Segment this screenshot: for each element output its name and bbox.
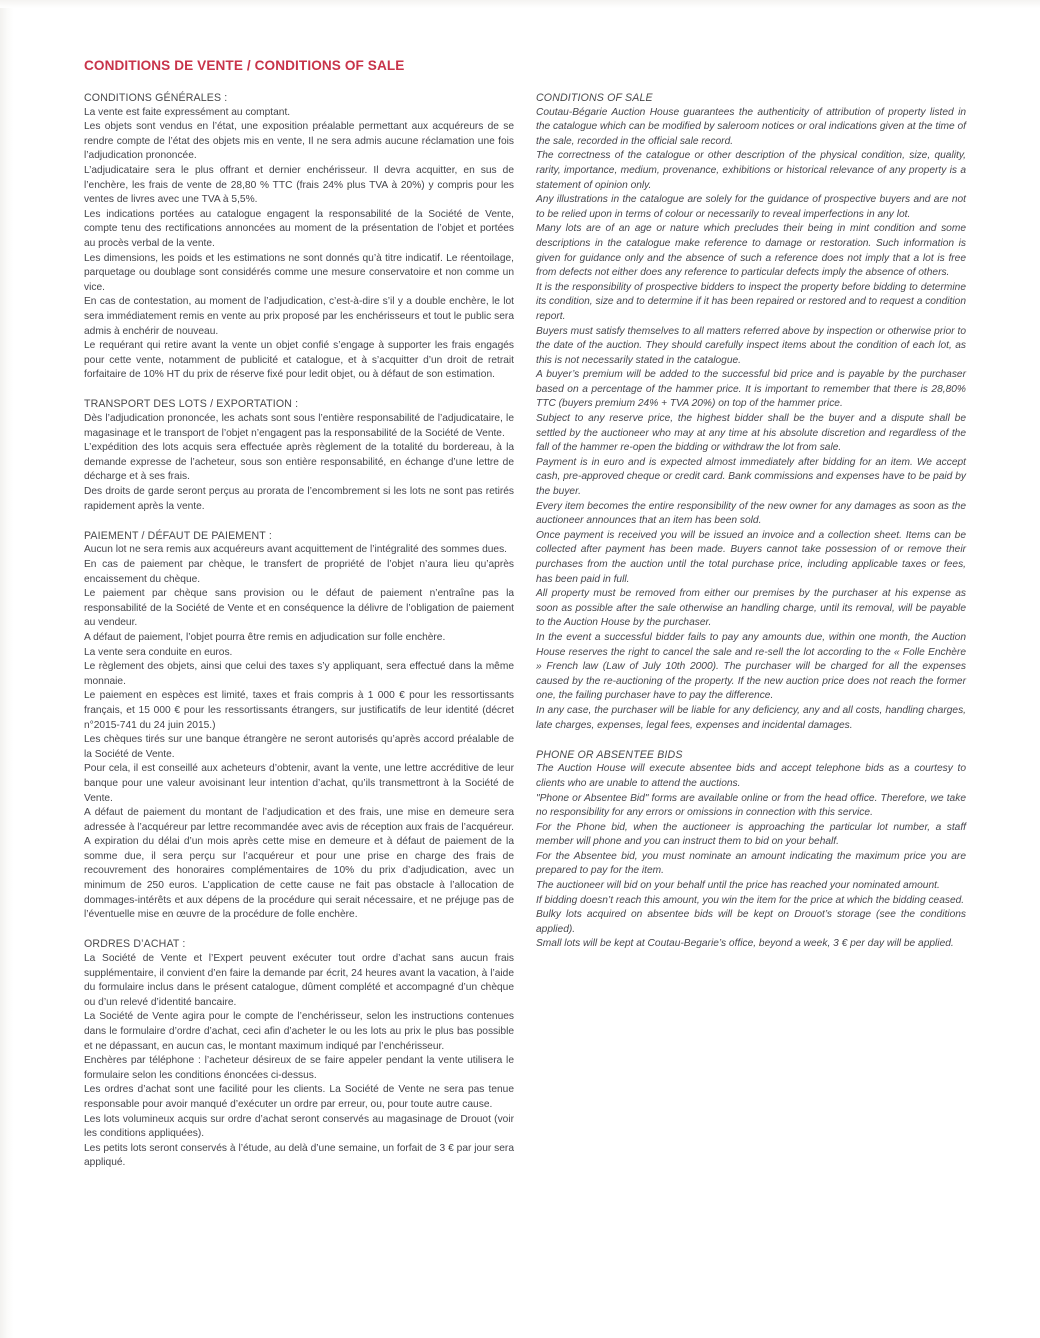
- paragraph: A buyer’s premium will be added to the successful bid price and is payable by the purchaser based on a percentage of the hammer price. It is important to remember that there is 28,80% TTC (buyers premium 24% + TVA 20%) on top of the hammer price.: [536, 369, 966, 410]
- paragraph: A défaut de paiement, l’objet pourra être remis en adjudication sur folle enchère.: [84, 631, 446, 643]
- section-heading: TRANSPORT DES LOTS / EXPORTATION :: [84, 398, 299, 411]
- paragraph: Les objets sont vendus en l’état, une exposition préalable permettant aux acquéreurs de se rendre compte de l’état des objets mis en vente, Il ne sera admis aucune réclamation une fois l’adjudication prononcée.: [84, 121, 514, 162]
- paragraph: Les chèques tirés sur une banque étrangère ne seront autorisés qu’après accord préalable de la Société de Vente.: [84, 734, 514, 760]
- paragraph: Small lots will be kept at Coutau-Begarie’s office, beyond a week, 3 € per day will be applied.: [536, 938, 954, 950]
- paragraph: The Auction House will execute absentee bids and accept telephone bids as a courtesy to clients who are unable to attend the auctions.: [536, 763, 966, 789]
- paragraph: Les petits lots seront conservés à l’étude, au delà d’une semaine, un forfait de 3 € par jour sera appliqué.: [84, 1142, 514, 1169]
- paragraph: La vente sera conduite en euros.: [84, 646, 233, 658]
- paragraph: For the Absentee bid, you must nominate an amount indicating the maximum price you are prepared to pay for the item.: [536, 850, 966, 877]
- paragraph: Buyers must satisfy themselves to all matters referred above by inspection or otherwise prior to the date of the auction. They should carefully inspect items about the condition of each lot, as this is not necessarily stated in the catalogue.: [536, 325, 966, 366]
- section-heading: CONDITIONS OF SALE: [536, 92, 653, 104]
- column-english: [536, 91, 966, 952]
- paragraph: Once payment is received you will be issued an invoice and a collection sheet. Items can be collected after payment has been made. Buyers cannot take possession of or remove their purchases from the auction until the total purchase price, including applicable taxes or fees, has been paid in full.: [536, 529, 966, 585]
- paragraph: In the event a successful bidder fails to pay any amounts due, within one month, the Auction House reserves the right to cancel the sale and re-sell the lot according to the « Folle Enchère » French law (Law of July 10th 2000). The purchaser will be charged for all the expenses caused by the re-auctioning of the property. If the new auction price does not reach the former one, the failing purchaser have to pay the difference.: [536, 631, 966, 702]
- section-spacer: [84, 514, 514, 529]
- paragraph: Coutau-Bégarie Auction House guarantees the authenticity of attribution of property listed in the catalogue which can be modified by saleroom notices or oral indications given at the time of the sale, recorded in the official sale record.: [536, 106, 966, 147]
- paragraph: It is the responsibility of prospective bidders to inspect the property before bidding to determine its condition, size and to determine if it has been repaired or restored and to request a condition report.: [536, 281, 966, 322]
- column-french: [84, 91, 514, 1171]
- paragraph: Les indications portées au catalogue engagent la responsabilité de la Société de Vente, compte tenu des rectifications annoncées au moment de la présentation de l’objet et portées au procès verbal de la vente.: [84, 208, 514, 249]
- paragraph: Le paiement en espèces est limité, taxes et frais compris à 1 000 € pour les ressortissants français, et 15 000 € pour les ressortissants étrangers, sur justificatifs de leur identité (décret n°2015-741 du 24 juin 2015.): [84, 690, 514, 731]
- paragraph: Enchères par téléphone : l’acheteur désireux de se faire appeler pendant la vente utilisera le formulaire selon les conditions énoncées ci-dessus.: [84, 1055, 514, 1081]
- paragraph: Bulky lots acquired on absentee bids will be kept on Drouot’s storage (see the conditions applied).: [536, 909, 966, 935]
- two-column-body: [84, 91, 974, 1291]
- scan-edge-top: [0, 0, 1040, 8]
- section-heading: ORDRES D’ACHAT :: [84, 938, 186, 951]
- section-spacer: [536, 733, 966, 748]
- paragraph: Aucun lot ne sera remis aux acquéreurs avant acquittement de l’intégralité des sommes dues.: [84, 544, 508, 556]
- paragraph: All property must be removed from either our premises by the purchaser at his expense as soon as possible after the sale otherwise an handling charge, until its removal, will be payable to the Auction House by the purchaser.: [536, 588, 966, 629]
- paragraph: Pour cela, il est conseillé aux acheteurs d’obtenir, avant la vente, une lettre accréditive de leur banque pour une valeur avoisinant leur intention d’achat, qu’ils transmettront à la Société de Vente.: [84, 763, 514, 804]
- paragraph: L’expédition des lots acquis sera effectuée après règlement de la totalité du bordereau, à la demande expresse de l’acheteur, sous son entière responsabilité, en échange d’une lettre de décharge et à ses frais.: [84, 442, 514, 483]
- paragraph: Les dimensions, les poids et les estimations ne sont donnés qu’à titre indicatif. Le réentoilage, parquetage ou doublage sont considérés comme une mesure conservatoire et non comme un vice.: [84, 252, 514, 293]
- paragraph: Every item becomes the entire responsibility of the new owner for any damages as soon as the auctioneer announces that an item has been sold.: [536, 500, 966, 527]
- section-heading: PAIEMENT / DÉFAUT DE PAIEMENT :: [84, 529, 272, 542]
- section-spacer: [84, 923, 514, 938]
- paragraph: Les ordres d’achat sont une facilité pour les clients. La Société de Vente ne sera pas tenue responsable pour avoir manqué d’exécuter un ordre par erreur, ou, pour toute autre cause.: [84, 1084, 514, 1110]
- paragraph: Any illustrations in the catalogue are solely for the guidance of prospective buyers and are not to be relied upon in terms of colour or necessarily to reveal imperfections in any lot.: [536, 194, 966, 220]
- paragraph: Des droits de garde seront perçus au prorata de l’encombrement si les lots ne sont pas retirés rapidement après la vente.: [84, 486, 514, 512]
- paragraph: En cas de paiement par chèque, le transfert de propriété de l’objet n’aura lieu qu’après encaissement du chèque.: [84, 559, 514, 585]
- paragraph: Le requérant qui retire avant la vente un objet confié s’engage à supporter les frais engagés pour cette vente, notamment de publicité et catalogue, et à s’acquitter d’un droit de retrait forfaitaire de 10% HT du prix de réserve fixé pour ledit objet, ou à défaut de son estimation.: [84, 340, 514, 381]
- paragraph: L’adjudicataire sera le plus offrant et dernier enchérisseur. Il devra acquitter, en sus de l’enchère, les frais de vente de 28,80 % TTC (frais 24% plus TVA à 20%) y compris pour les ventes de livres avec une TVA à 5,5%.: [84, 164, 514, 206]
- scan-edge-left: [0, 0, 14, 1338]
- paragraph: La Société de Vente et l’Expert peuvent exécuter tout ordre d’achat sans aucun frais supplémentaire, il convient d’en faire la demande par écrit, 24 heures avant la vacation, à l’aide du formulaire inclus dans le présent catalogue, dûment complété et accompagné d’un chèque ou d’un relevé d’identité bancaire.: [84, 953, 514, 1008]
- section-spacer: [84, 383, 514, 398]
- paragraph: For the Phone bid, when the auctioneer is approaching the particular lot number, a staff member will phone and you can instruct them to bid on your behalf.: [536, 821, 966, 848]
- page-title: CONDITIONS DE VENTE / CONDITIONS OF SALE: [84, 58, 405, 73]
- paragraph: The correctness of the catalogue or other description of the physical condition, size, quality, rarity, importance, medium, provenance, exhibitions or historical relevance of any property is a statement of opinion only.: [536, 150, 966, 191]
- paragraph: If bidding doesn’t reach this amount, you win the item for the price at which the bidding ceased.: [536, 894, 965, 906]
- paragraph: Dès l’adjudication prononcée, les achats sont sous l’entière responsabilité de l’adjudicataire, le magasinage et le transport de l’objet n’engagent pas la responsabilité de la Société de Vente.: [84, 413, 514, 439]
- paragraph: La vente est faite expressément au comptant.: [84, 106, 291, 118]
- paragraph: Many lots are of an age or nature which precludes their being in mint condition and some descriptions in the catalogue make reference to damage or restoration. Such information is given for guidance only and the absence of such a reference does not imply that a lot is free from defects not either does any reference to particular defects imply the absence of others.: [536, 223, 966, 279]
- paragraph: En cas de contestation, au moment de l’adjudication, c’est-à-dire s’il y a double enchère, le lot sera immédiatement remis en vente au prix proposé par les enchérisseurs et tout le public sera admis à enchérir de nouveau.: [84, 296, 514, 337]
- section-heading: PHONE OR ABSENTEE BIDS: [536, 748, 683, 761]
- paragraph: "Phone or Absentee Bid" forms are available online or from the head office. Therefore, we take no responsibility for any errors or omissions in connection with this service.: [536, 792, 966, 819]
- paragraph: La Société de Vente agira pour le compte de l’enchérisseur, selon les instructions contenues dans le formulaire d’ordre d’achat, ceci afin d’acheter le ou les lots au prix le plus bas possible et ne dépassant, en aucun cas, le montant maximum indiqué par l’enchérisseur.: [84, 1011, 514, 1052]
- paragraph: Subject to any reserve price, the highest bidder shall be the buyer and a dispute shall be settled by the auctioneer who may at any time at his absolute discretion and regardless of the fall of the hammer re-open the bidding or withdraw the lot from sale.: [536, 413, 966, 454]
- paragraph: Payment is in euro and is expected almost immediately after bidding for an item. We accept cash, pre-approved cheque or credit card. Bank commissions and expenses have to be paid by the buyer.: [536, 456, 966, 498]
- section-heading: CONDITIONS GÉNÉRALES :: [84, 92, 228, 104]
- paragraph: The auctioneer will bid on your behalf until the price has reached your nominated amount.: [536, 880, 940, 892]
- paragraph: In any case, the purchaser will be liable for any deficiency, any and all costs, handling charges, late charges, expenses, legal fees, expenses and incidental damages.: [536, 704, 966, 731]
- paragraph: A défaut de paiement du montant de l’adjudication et des frais, une mise en demeure sera adressée à l’acquéreur par lettre recommandée avec avis de réception aux frais de l’acquéreur. A expiration du délai d’un mois après cette mise en demeure et à défaut de paiement de la somme due, il sera perçu sur l’acquéreur et pour une prise en charge des frais de recouvrement des honoraires complémentaires de 10% du prix d’adjudication, avec un minimum de 250 euros. L’application de cette cause ne fait pas obstacle à l’allocation de dommages-intérêts et aux dépens de la procédure qui serait nécessaire, et ne préjuge pas de l’éventuelle mise en œuvre de la procédure de folle enchère.: [84, 807, 514, 921]
- paragraph: Les lots volumineux acquis sur ordre d’achat seront conservés au magasinage de Drouot (voir les conditions appliquées).: [84, 1113, 514, 1140]
- paragraph: Le paiement par chèque sans provision ou le défaut de paiement n’entraîne pas la responsabilité de la Société de Vente et en conséquence la délivre de l’obligation de paiement au vendeur.: [84, 588, 514, 629]
- paragraph: Le règlement des objets, ainsi que celui des taxes s’y appliquant, sera effectué dans la même monnaie.: [84, 661, 514, 687]
